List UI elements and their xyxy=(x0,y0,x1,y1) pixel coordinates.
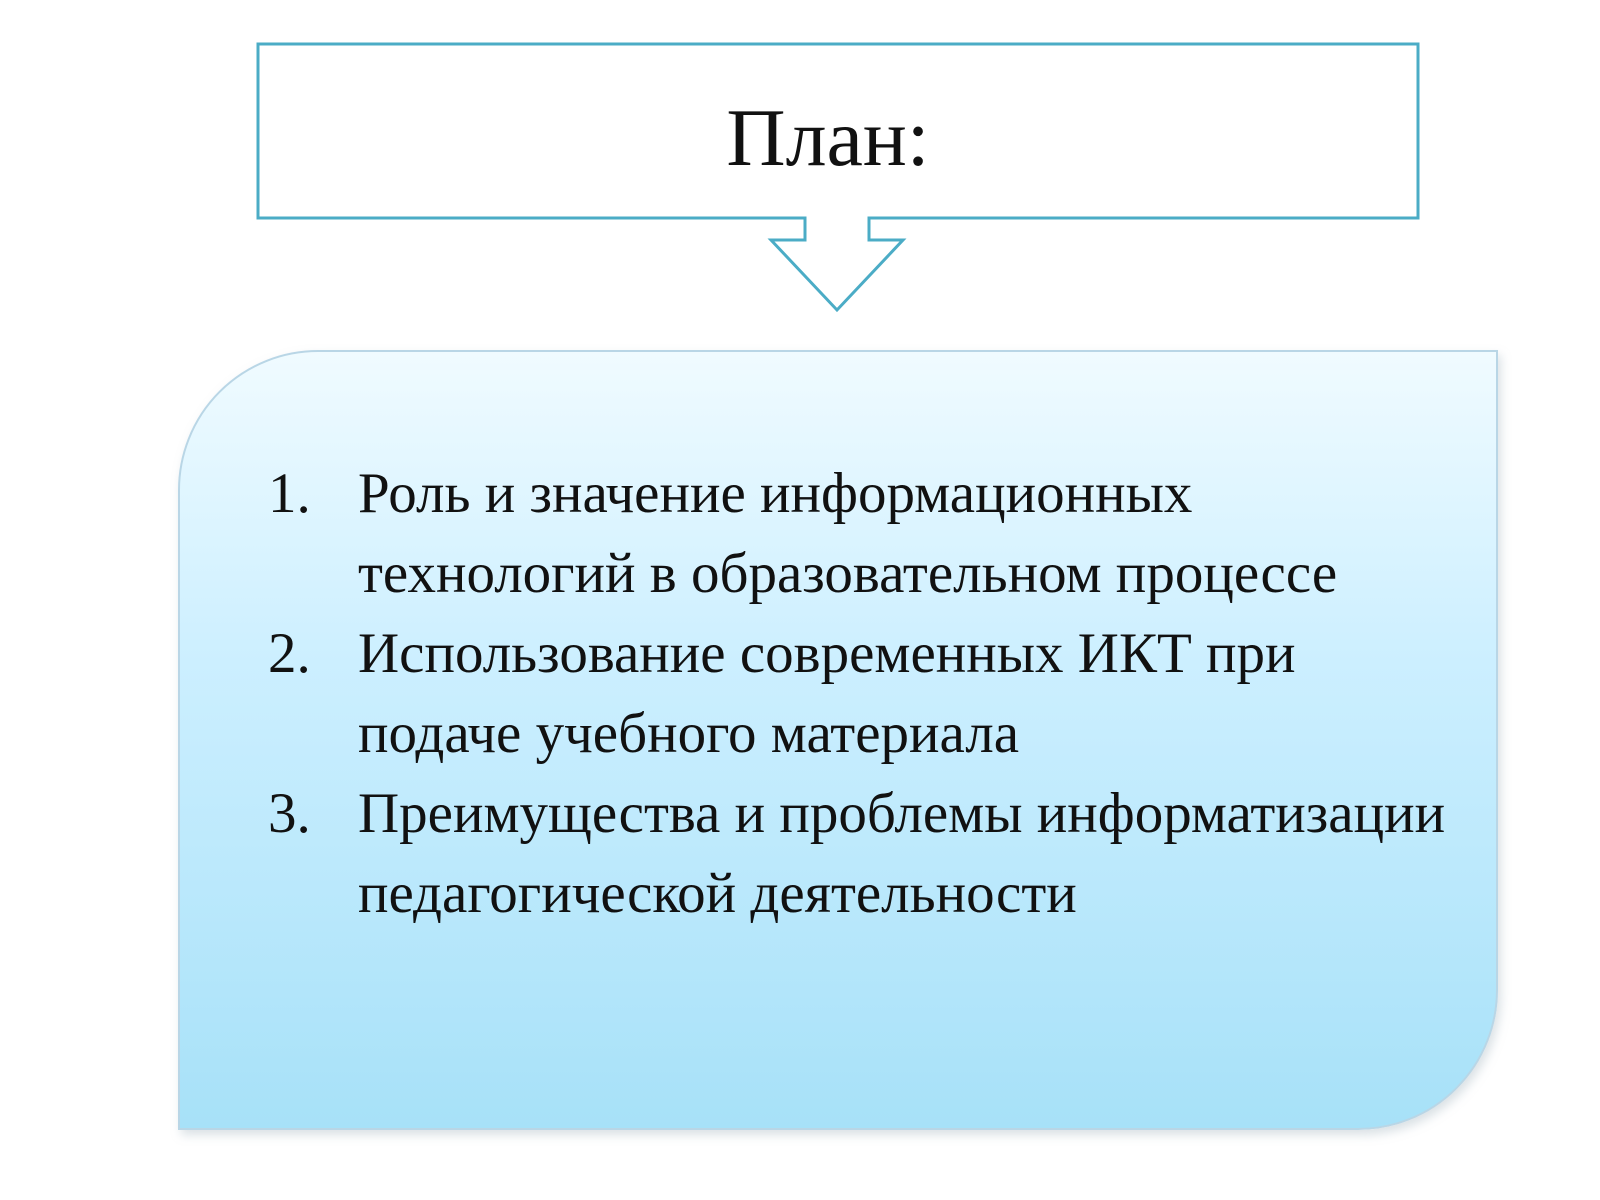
plan-item-text: Преимущества и проблемы информатизации педагогической деятельности xyxy=(358,782,1446,925)
plan-item-number: 1. xyxy=(268,462,311,525)
plan-item-2 xyxy=(268,614,1468,774)
plan-item-3 xyxy=(268,774,1468,934)
plan-item-number: 3. xyxy=(268,782,311,845)
plan-item-number: 2. xyxy=(268,622,311,685)
plan-item-text: Роль и значение информационных технологий в образовательном процессе xyxy=(358,462,1338,605)
plan-title: План: xyxy=(726,92,930,183)
plan-item-1 xyxy=(268,454,1468,614)
plan-item-text: Использование современных ИКТ при подаче учебного материала xyxy=(358,622,1296,765)
plan-list xyxy=(268,454,1468,934)
